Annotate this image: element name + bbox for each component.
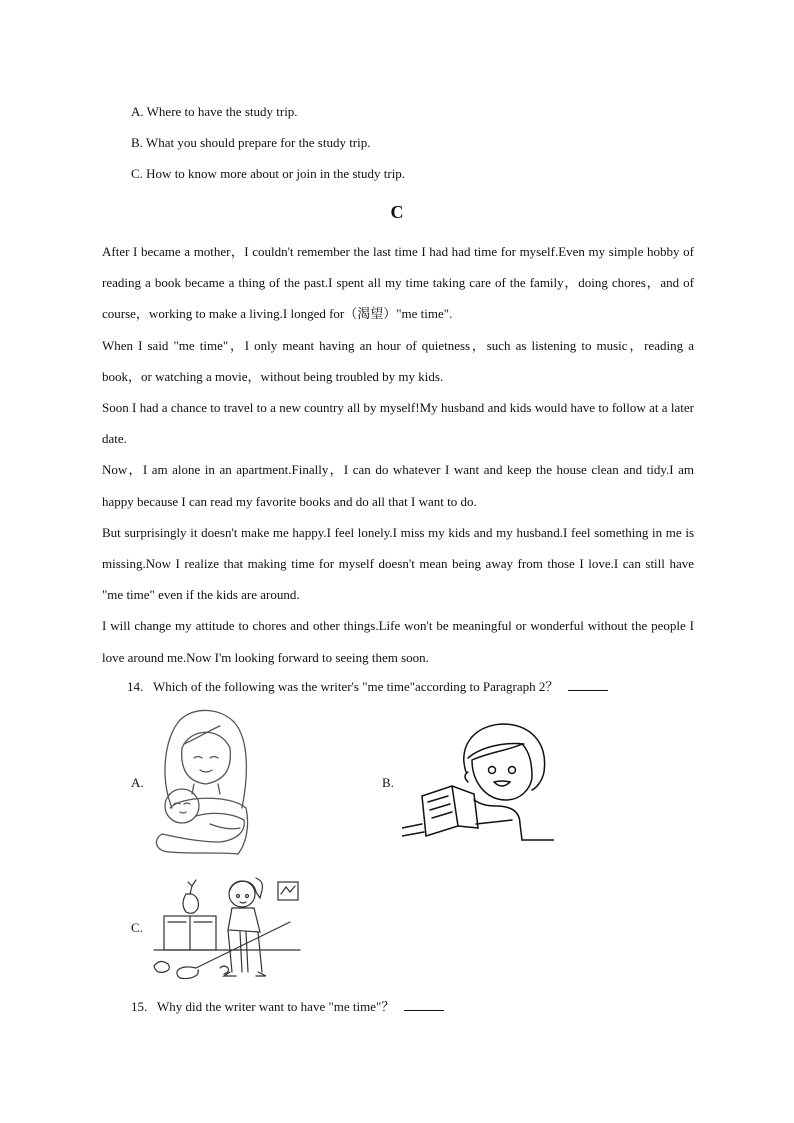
passage-paragraph-2: When I said "me time"，I only meant having an hour of quietness，such as listening to music，reading a book，or watching a movie，without being troubled by my kids. xyxy=(102,337,694,384)
question-14 xyxy=(127,678,608,695)
passage xyxy=(102,236,694,673)
passage-paragraph-4: Now，I am alone in an apartment.Finally，I can do whatever I want and keep the house clean and tidy.I am happy because I can read my favorite books and do all that I want to do. xyxy=(102,462,694,509)
choice-a-label: A. xyxy=(131,775,144,790)
question-15 xyxy=(131,998,444,1015)
question-text: Why did the writer want to have "me time"？ xyxy=(157,999,395,1014)
question-number: 15. xyxy=(131,999,148,1014)
answer-blank[interactable] xyxy=(404,998,444,1011)
answer-blank[interactable] xyxy=(568,678,608,691)
option-a: A. Where to have the study trip. xyxy=(131,104,298,119)
passage-paragraph-6: I will change my attitude to chores and other things.Life won't be meaningful or wonderful without the people I love around me.Now I'm looking forward to seeing them soon. xyxy=(102,618,694,665)
passage-paragraph-5: But surprisingly it doesn't make me happy.I feel lonely.I miss my kids and my husband.I feel something in me is missing.Now I realize that making time for myself doesn't mean being away from those I love.I can still have "me time" even if the kids are around. xyxy=(102,524,694,603)
choice-b-label: B. xyxy=(382,775,394,790)
passage-paragraph-1: After I became a mother，I couldn't remember the last time I had had time for myself.Even my simple hobby of reading a book became a thing of the past.I spent all my time taking care of the family，doing chores，and of course，working to make a living.I longed for（渴望）"me time". xyxy=(102,244,694,322)
child-reading-book-image[interactable] xyxy=(402,720,554,844)
choice-c-label: C. xyxy=(131,920,143,935)
passage-paragraph-3: Soon I had a chance to travel to a new country all by myself!My husband and kids would have to follow at a later date. xyxy=(102,400,694,447)
option-c: C. How to know more about or join in the study trip. xyxy=(131,166,406,181)
section-title: C xyxy=(390,202,404,222)
question-number: 14. xyxy=(127,679,144,694)
girl-mopping-floor-image[interactable] xyxy=(150,872,304,984)
option-b: B. What you should prepare for the study trip. xyxy=(131,135,371,150)
mother-holding-baby-image[interactable] xyxy=(150,708,260,856)
question-text: Which of the following was the writer's "me time"according to Paragraph 2？ xyxy=(153,679,559,694)
